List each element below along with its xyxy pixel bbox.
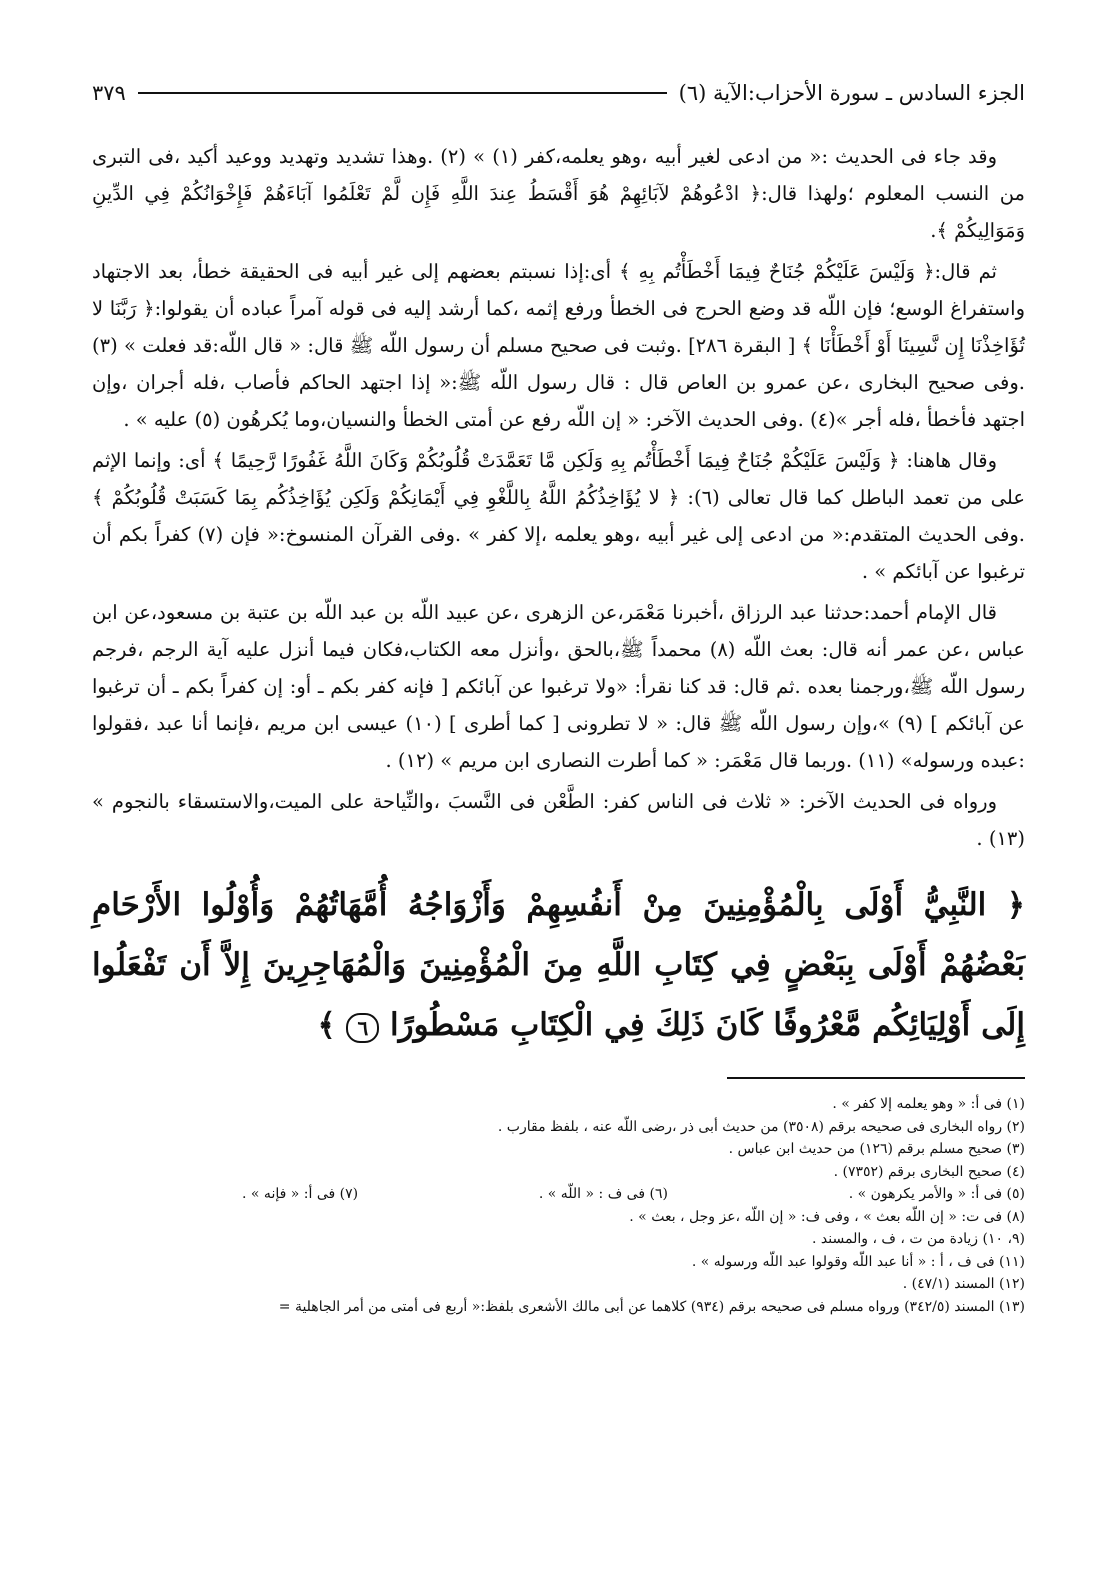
paragraph-1: وقد جاء فى الحديث :« من ادعى لغير أبيه ،وهو يعلمه،كفر (١) » (٢) .وهذا تشديد وتهديد ووعيد أكيد ،فى التبرى من النسب المعلوم ؛ولهذا قال:﴿ ادْعُوهُمْ لآبَائِهِمْ هُوَ أَقْسَطُ عِندَ اللَّهِ فَإِن لَّمْ تَعْلَمُوا آبَاءَهُمْ فَإِخْوَانُكُمْ فِي الدِّينِ وَمَوَالِيكُمْ ﴾.	[92, 145, 1025, 242]
footnote-7: (٧) فى أ: « فإنه » .	[242, 1186, 359, 1202]
footnote-1: (١) فى أ: « وهو يعلمه إلا كفر » .	[832, 1096, 1025, 1112]
footnote-5: (٥) فى أ: « والأمر يكرهون » .	[848, 1186, 1025, 1202]
footnote-6: (٦) فى ف : « اللّه » .	[538, 1186, 668, 1202]
paragraph-4: قال الإمام أحمد:حدثنا عبد الرزاق ،أخبرنا مَعْمَر،عن الزهرى ،عن عبيد اللّه بن عبد اللّه بن عتبة بن مسعود،عن ابن عباس ،عن عمر أنه قال: بعث اللّه (٨) محمداً ﷺ،بالحق ،وأنزل معه الكتاب،فكان فيما أنزل عليه آية الرجم ،فرجم رسول اللّه ﷺ،ورجمنا بعده .ثم قال: قد كنا نقرأ: «ولا ترغبوا عن آبائكم [ فإنه كفر بكم ـ أو: إن كفراً بكم ـ أن ترغبوا عن آبائكم ] (٩) »،وإن رسول اللّه ﷺ قال: « لا تطرونى [ كما أطرى ] (١٠) عيسى ابن مريم ،فإنما أنا عبد ،فقولوا :عبده ورسوله» (١١) .وربما قال مَعْمَر: « كما أطرت النصارى ابن مريم » (١٢) .	[92, 601, 1025, 772]
header-rule	[138, 92, 667, 94]
page-header	[92, 70, 1025, 116]
footnote-row-5-7	[92, 1183, 1025, 1206]
footnote-separator	[727, 1077, 1025, 1079]
verse-close-bracket: ﴾	[317, 1007, 336, 1043]
footnotes	[92, 1093, 1025, 1318]
verse-text: ﴿ النَّبِيُّ أَوْلَى بِالْمُؤْمِنِينَ مِنْ أَنفُسِهِمْ وَأَزْوَاجُهُ أُمَّهَاتُهُمْ وَأُوْلُوا الأَرْحَامِ بَعْضُهُمْ أَوْلَى بِبَعْضٍ فِي كِتَابِ اللَّهِ مِنَ الْمُؤْمِنِينَ وَالْمُهَاجِرِينَ إِلاَّ أَن تَفْعَلُوا إِلَى أَوْلِيَائِكُم مَّعْرُوفًا كَانَ ذَلِكَ فِي الْكِتَابِ مَسْطُورًا	[92, 887, 1025, 1043]
footnote-8: (٨) فى ت: « إن اللّه بعث » ، وفى ف: « إن اللّه ،عز وجل ، بعث » .	[629, 1208, 1025, 1225]
paragraph-2: ثم قال:﴿ وَلَيْسَ عَلَيْكُمْ جُنَاحٌ فِيمَا أَخْطَأْتُم بِهِ ﴾ أى:إذا نسبتم بعضهم إلى غير أبيه فى الحقيقة خطأ، بعد الاجتهاد واستفراغ الوسع؛ فإن اللّه قد وضع الحرج فى الخطأ ورفع إثمه ،كما أرشد إليه فى قوله آمراً عباده أن يقولوا:﴿ رَبَّنَا لا تُؤَاخِذْنَا إِن نَّسِينَا أَوْ أَخْطَأْنَا ﴾ [ البقرة ٢٨٦] .وثبت فى صحيح مسلم أن رسول اللّه ﷺ قال: « قال اللّه:قد فعلت » (٣) .وفى صحيح البخارى ،عن عمرو بن العاص قال : قال رسول اللّه ﷺ:« إذا اجتهد الحاكم فأصاب ،فله أجران ،وإن اجتهد فأخطأ ،فله أجر »(٤) .وفى الحديث الآخر: « إن اللّه رفع عن أمتى الخطأ والنسيان،وما يُكرهُون (٥) عليه » .	[92, 260, 1025, 431]
footnote-3: (٣) صحيح مسلم برقم (١٢٦) من حديث ابن عباس .	[728, 1141, 1025, 1157]
footnote-4: (٤) صحيح البخارى برقم (٧٣٥٢) .	[833, 1163, 1025, 1180]
footnote-12: (١٢) المسند (٤٧/١) .	[902, 1276, 1025, 1292]
paragraph-3: وقال هاهنا: ﴿ وَلَيْسَ عَلَيْكُمْ جُنَاحٌ فِيمَا أَخْطَأْتُم بِهِ وَلَكِن مَّا تَعَمَّدَتْ قُلُوبُكُمْ وَكَانَ اللَّهُ غَفُورًا رَّحِيمًا ﴾ أى: وإنما الإثم على من تعمد الباطل كما قال تعالى (٦): ﴿ لا يُؤَاخِذُكُمُ اللَّهُ بِاللَّغْوِ فِي أَيْمَانِكُمْ وَلَكِن يُؤَاخِذُكُم بِمَا كَسَبَتْ قُلُوبُكُمْ ﴾ .وفى الحديث المتقدم:« من ادعى إلى غير أبيه ،وهو يعلمه ،إلا كفر » .وفى القرآن المنسوخ:« فإن (٧) كفراً بكم أن ترغبوا عن آبائكم » .	[92, 449, 1025, 583]
page-number: ٣٧٩	[92, 81, 126, 105]
quran-verse	[92, 875, 1025, 1055]
paragraph-5: ورواه فى الحديث الآخر: « ثلاث فى الناس كفر: الطَّعْن فى النَّسبَ ،والنِّياحة على الميت،والاستسقاء بالنجوم » (١٣) .	[92, 790, 1025, 850]
footnote-13: (١٣) المسند (٣٤٢/٥) ورواه مسلم فى صحيحه برقم (٩٣٤) كلاهما عن أبى مالك الأشعرى بلفظ:« أربع فى أمتى من أمر الجاهلية =	[278, 1298, 1025, 1315]
footnote-2: (٢) رواه البخارى فى صحيحه برقم (٣٥٠٨) من حديث أبى ذر ،رضى اللّه عنه ، بلفظ مقارب .	[497, 1118, 1025, 1135]
footnote-9-10: (٩، ١٠) زيادة من ت ، ف ، والمسند .	[812, 1231, 1025, 1247]
main-text	[92, 138, 1025, 857]
verse-number-badge: ٦	[346, 1013, 379, 1043]
footnote-11: (١١) فى ف ، أ : « أنا عبد اللّه وقولوا عبد اللّه ورسوله » .	[691, 1253, 1025, 1270]
running-title: الجزء السادس ـ سورة الأحزاب:الآية (٦)	[678, 81, 1025, 105]
